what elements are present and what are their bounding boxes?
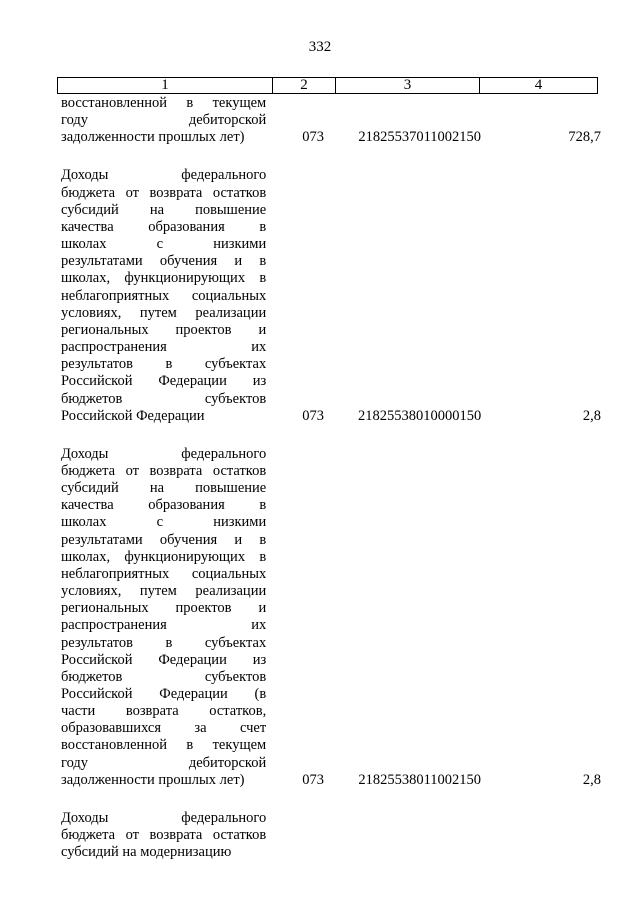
description-line: неблагоприятных социальных [61, 565, 267, 582]
description-line: неблагоприятных социальных [61, 287, 267, 304]
description-line: условиях, путем реализации [61, 583, 267, 600]
description-line: Российской Федерации из [61, 373, 267, 390]
description-line: субсидий на модернизацию [61, 844, 232, 861]
table-row [61, 810, 601, 861]
page-number: 332 [308, 39, 332, 55]
description-line: Российской Федерации (в [61, 686, 267, 702]
description-line: результатов в субъектах [61, 356, 267, 373]
row-description [61, 167, 266, 424]
description-line: Доходы федерального [61, 809, 267, 826]
description-line: году дебиторской [61, 112, 267, 129]
table-row [61, 167, 601, 424]
description-line: бюджетов субъектов [61, 668, 267, 685]
description-line: субсидий на повышение [61, 480, 267, 497]
description-line: региональных проектов и [61, 600, 267, 617]
description-line: Доходы федерального [61, 167, 267, 184]
row-description [61, 95, 266, 146]
description-line: Российской Федерации [61, 407, 205, 424]
description-line: региональных проектов и [61, 321, 267, 338]
table-row [61, 446, 601, 789]
table-header [57, 77, 598, 94]
row-code: 073 [302, 129, 324, 146]
description-line: бюджетов субъектов [61, 390, 267, 407]
description-line: бюджета от возврата остатков [61, 827, 267, 844]
description-line: результатами обучения и в [61, 253, 267, 270]
table-body [61, 95, 601, 861]
row-code: 073 [302, 407, 324, 424]
description-line: школах с низкими [61, 236, 267, 253]
table-row [61, 95, 601, 146]
row-code: 073 [302, 771, 324, 788]
description-line: восстановленной в текущем [61, 95, 267, 111]
row-amount: 2,8 [582, 771, 601, 788]
description-line: школах, функционирующих в [61, 270, 267, 287]
row-amount: 2,8 [582, 407, 601, 424]
description-line: бюджета от возврата остатков [61, 462, 267, 479]
row-kbk: 21825538010000150 [358, 407, 482, 424]
row-kbk: 21825537011002150 [358, 129, 482, 146]
description-line: условиях, путем реализации [61, 304, 267, 321]
description-line: результатов в субъектах [61, 634, 267, 651]
description-line: задолженности прошлых лет) [61, 129, 245, 146]
description-line: восстановленной в текущем [61, 737, 267, 754]
description-line: бюджета от возврата остатков [61, 184, 267, 201]
description-line: распространения их [61, 339, 267, 356]
description-line: Российской Федерации из [61, 651, 267, 668]
description-line: Доходы федерального [61, 445, 267, 462]
header-col-2: 2 [273, 78, 336, 93]
header-col-1: 1 [58, 78, 273, 93]
row-description [61, 810, 266, 861]
description-line: образовавшихся за счет [61, 720, 267, 737]
row-kbk: 21825538011002150 [358, 771, 482, 788]
description-line: задолженности прошлых лет) [61, 771, 245, 788]
description-line: школах с низкими [61, 514, 267, 531]
description-line: результатами обучения и в [61, 531, 267, 548]
description-line: качества образования в [61, 218, 267, 235]
description-line: части возврата остатков, [61, 703, 267, 720]
description-line: качества образования в [61, 497, 267, 514]
description-line: распространения их [61, 617, 267, 634]
header-col-3: 3 [336, 78, 480, 93]
description-line: году дебиторской [61, 754, 267, 771]
description-line: субсидий на повышение [61, 201, 267, 218]
row-amount: 728,7 [568, 129, 601, 146]
description-line: школах, функционирующих в [61, 548, 267, 565]
header-col-4: 4 [534, 77, 543, 93]
row-description [61, 446, 266, 789]
